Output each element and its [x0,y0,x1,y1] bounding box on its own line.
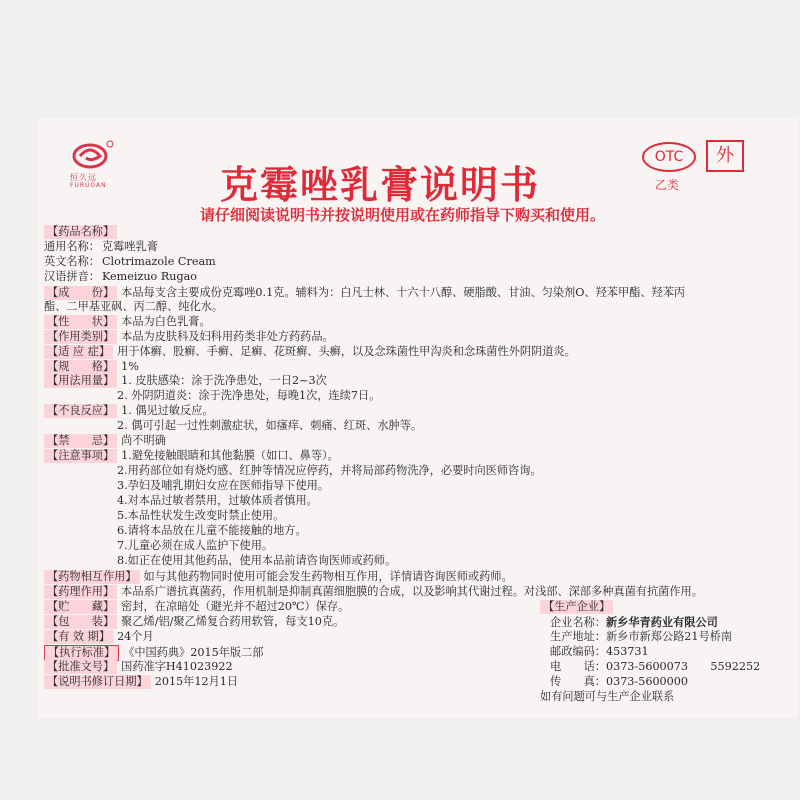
external-use-badge: 外 [706,140,744,172]
ingredient-value: 本品每支含主要成份克霉唑0.1克。辅料为：白凡士林、十六十八醇、硬脂酸、甘油、匀染剂O、羟苯甲酯、羟苯丙 [121,286,686,299]
appearance-row [44,315,211,329]
manufacturer-note: 如有问题可与生产企业联系 [540,690,675,703]
appearance-label: 【性 状】 [44,315,117,329]
document-subtitle: 请仔细阅读说明书并按说明使用或在药师指导下购买和使用。 [200,206,606,224]
expiry-row [44,630,154,644]
english-name-label: 英文名称： [44,255,100,268]
pinyin-row [44,270,197,284]
usage-row [44,374,327,388]
indication-row [44,345,576,359]
manufacturer-name-label: 企业名称： [550,616,606,629]
interaction-value: 如与其他药物同时使用可能会发生药物相互作用，详情请咨询医师或药师。 [143,570,513,583]
logo-text: 恒久远 [70,173,97,182]
indication-label: 【适 应 症】 [44,345,113,359]
indication-value: 用于体癣、股癣、手癣、足癣、花斑癣、头癣，以及念珠菌性甲沟炎和念珠菌性外阴阴道炎。 [117,345,576,358]
notes-item-6: 6.请将本品放在儿童不能接触的地方。 [117,524,307,537]
adverse-value-2: 2. 偶可引起一过性刺激症状，如瘙痒、刺痛、红斑、水肿等。 [117,419,423,432]
adverse-value-1: 1. 偶见过敏反应。 [121,404,214,417]
usage-value-1: 1. 皮肤感染：涂于洗净患处，一日2~3次 [121,374,327,387]
standard-row [44,645,264,661]
adverse-row [44,404,214,418]
notes-item-7: 7.儿童必须在成人监护下使用。 [117,539,274,552]
appearance-value: 本品为白色乳膏。 [121,315,211,328]
storage-label: 【贮 藏】 [44,600,117,614]
manufacturer-postcode-value: 453731 [605,645,649,658]
ingredient-value-2: 酯、二甲基亚砜、丙二醇、纯化水。 [44,300,224,313]
expiry-label: 【有 效 期】 [44,630,113,644]
manufacturer-phone-row [550,660,760,674]
spec-label: 【规 格】 [44,360,117,374]
manufacturer-address-value: 新乡市新郑公路21号桥南 [605,630,733,643]
drug-name-label: 【药品名称】 [44,225,117,239]
manufacturer-address-label: 生产地址： [550,630,606,643]
manufacturer-fax-label: 传 真： [550,675,606,688]
storage-value: 密封，在凉暗处（避光并不超过20℃）保存。 [121,600,350,613]
standard-label: 【执行标准】 [44,645,119,661]
manufacturer-label: 【生产企业】 [540,600,613,614]
contra-label: 【禁 忌】 [44,434,117,448]
revised-label: 【说明书修订日期】 [44,675,151,689]
package-value: 聚乙烯/铝/聚乙烯复合药用软管，每支10克。 [121,615,345,628]
generic-name-label: 通用名称： [44,240,100,253]
manufacturer-postcode-label: 邮政编码： [550,645,606,658]
ingredient-row [44,286,685,300]
revised-value: 2015年12月1日 [154,675,239,688]
notes-item-5: 5.本品性状发生改变时禁止使用。 [117,509,285,522]
category-label: 【作用类别】 [44,330,117,344]
spec-value: 1% [121,360,139,373]
manufacturer-address-row [550,630,732,644]
category-value: 本品为皮肤科及妇科用药类非处方药药品。 [121,330,334,343]
otc-badge: OTC [642,142,696,172]
storage-row [44,600,349,614]
manufacturer-fax-value: 0373-5600000 [605,675,689,688]
spec-row [44,360,139,374]
pharm-row [44,585,703,599]
category-b-label: 乙类 [655,178,680,192]
manufacturer-phone-label: 电 话： [550,660,606,673]
notes-item-2: 2.用药部位如有烧灼感、红肿等情况应停药，并将局部药物洗净，必要时向医师咨询。 [117,464,542,477]
manufacturer-postcode-row [550,645,649,659]
manufacturer-name-row [550,615,718,630]
document-title: 克霉唑乳膏说明书 [220,163,541,207]
pharm-value: 本品系广谱抗真菌药，作用机制是抑制真菌细胞膜的合成，以及影响其代谢过程。对浅部、深部多种真菌有抗菌作用。 [121,585,703,598]
approval-label: 【批准文号】 [44,660,117,674]
contra-row [44,434,166,448]
notes-item-1: 1.避免接触眼睛和其他黏膜（如口、鼻等）。 [121,449,339,462]
approval-value: 国药准字H41023922 [121,660,233,673]
generic-name-row [44,240,158,254]
usage-label: 【用法用量】 [44,374,117,388]
manufacturer-name-value: 新乡华青药业有限公司 [605,615,718,629]
ingredient-label: 【成 份】 [44,286,117,300]
notes-item-4: 4.对本品过敏者禁用，过敏体质者慎用。 [117,494,318,507]
english-name-value: Clotrimazole Cream [101,255,216,268]
contra-value: 尚不明确 [121,434,166,447]
notes-label: 【注意事项】 [44,449,117,463]
pinyin-label: 汉语拼音： [44,270,100,283]
ingredient-row-2 [44,300,223,314]
pharm-label: 【药理作用】 [44,585,117,599]
drug-name-section [44,225,121,239]
package-label: 【包 装】 [44,615,117,629]
standard-value: 《中国药典》2015年版二部 [123,646,264,659]
pinyin-value: Kemeizuo Rugao [101,270,198,283]
adverse-label: 【不良反应】 [44,404,117,418]
revised-row [44,675,238,689]
package-row [44,615,344,629]
english-name-row [44,255,216,269]
manufacturer-fax-row [550,675,688,689]
approval-row [44,660,233,674]
generic-name-value: 克霉唑乳膏 [101,240,158,253]
manufacturer-section [540,600,617,614]
interaction-row [44,570,513,584]
category-row [44,330,334,344]
expiry-value: 24个月 [117,630,154,643]
manufacturer-phone-value: 0373-5600073 5592252 [605,660,761,673]
logo-subtext: FURUOAN [70,182,107,189]
notes-item-3: 3.孕妇及哺乳期妇女应在医师指导下使用。 [117,479,330,492]
interaction-label: 【药物相互作用】 [44,570,140,584]
usage-value-2: 2. 外阴阴道炎：涂于洗净患处，每晚1次，连续7日。 [117,389,381,402]
notes-item-8: 8.如正在使用其他药品，使用本品前请咨询医师或药师。 [117,554,397,567]
notes-row [44,449,339,463]
